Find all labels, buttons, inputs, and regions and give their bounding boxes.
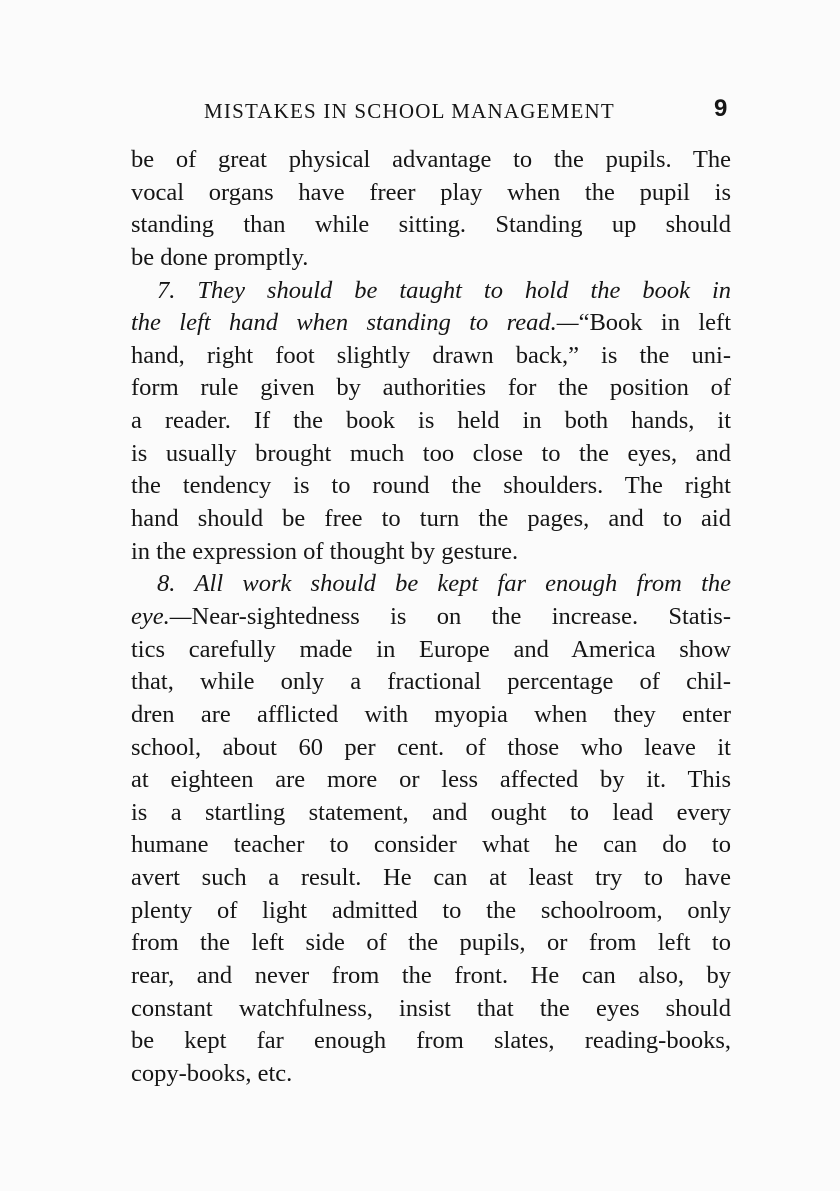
text-line: is a startling statement, and ought to lead every bbox=[131, 798, 731, 826]
text-line: hand should be free to turn the pages, and to aid bbox=[131, 505, 731, 533]
text-line: rear, and never from the front. He can also, by bbox=[131, 962, 731, 990]
text-line: be of great physical advantage to the pupils. The bbox=[131, 146, 731, 173]
body-text bbox=[131, 144, 731, 1091]
text-line: be done promptly. bbox=[131, 243, 309, 271]
text-line: be kept far enough from slates, reading-books, bbox=[131, 1027, 731, 1055]
text-line: school, about 60 per cent. of those who leave it bbox=[131, 733, 731, 761]
text-line: dren are afflicted with myopia when they enter bbox=[131, 700, 731, 728]
text-line: in the expression of thought by gesture. bbox=[131, 537, 519, 565]
section-7-heading-line bbox=[131, 275, 731, 308]
text-line: is usually brought much too close to the eyes, and bbox=[131, 439, 731, 467]
section-8-heading-line bbox=[131, 568, 731, 601]
text-line: humane teacher to consider what he can do to bbox=[131, 831, 731, 859]
text-line: hand, right foot slightly drawn back,” is the uni- bbox=[131, 341, 731, 369]
text-segment: Near-sightedness is on the increase. Statis- bbox=[191, 602, 731, 630]
text-segment: “Book in left bbox=[578, 309, 732, 337]
section-7-heading-line bbox=[131, 307, 731, 340]
text-line: form rule given by authorities for the position of bbox=[131, 374, 731, 402]
text-line: a reader. If the book is held in both hands, it bbox=[131, 407, 731, 435]
section-heading: They should be taught to hold the book in bbox=[197, 276, 731, 304]
text-line: the tendency is to round the shoulders. The right bbox=[131, 472, 731, 500]
page-number: 9 bbox=[714, 95, 728, 122]
running-title: MISTAKES IN SCHOOL MANAGEMENT bbox=[204, 99, 615, 123]
text-line: constant watchfulness, insist that the eyes should bbox=[131, 994, 731, 1022]
text-line: vocal organs have freer play when the pupil is bbox=[131, 178, 731, 206]
text-line: avert such a result. He can at least try to have bbox=[131, 864, 731, 892]
section-number: 7. bbox=[157, 276, 176, 304]
text-line: standing than while sitting. Standing up should bbox=[131, 211, 731, 239]
section-number: 8. bbox=[157, 570, 176, 598]
text-line: tics carefully made in Europe and America show bbox=[131, 635, 731, 663]
text-line: copy-books, etc. bbox=[131, 1059, 293, 1087]
section-heading: eye.— bbox=[131, 602, 192, 630]
text-line: from the left side of the pupils, or from left to bbox=[131, 929, 731, 957]
section-heading: the left hand when standing to read.— bbox=[131, 309, 579, 337]
text-line: at eighteen are more or less affected by it. This bbox=[131, 766, 731, 794]
text-line: that, while only a fractional percentage of chil- bbox=[131, 668, 731, 696]
section-8-heading-line bbox=[131, 601, 731, 634]
section-heading: All work should be kept far enough from the bbox=[194, 570, 732, 598]
text-line: plenty of light admitted to the schoolroom, only bbox=[131, 896, 731, 924]
